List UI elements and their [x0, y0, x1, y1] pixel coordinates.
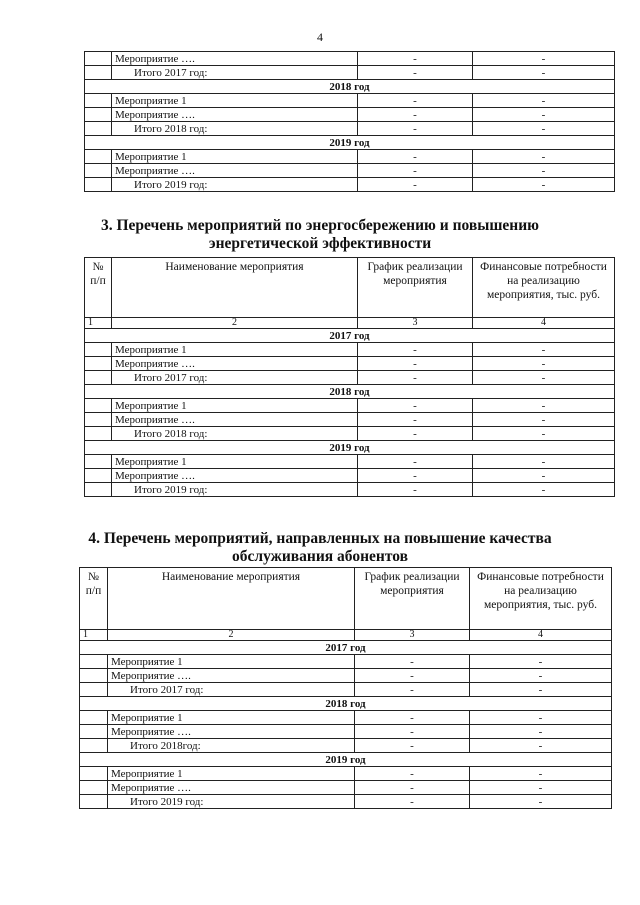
schedule-cell: - — [355, 725, 470, 739]
col-finance-header: Финансовые потребности на реализацию мероприятия, тыс. руб. — [473, 258, 615, 318]
year-label: 2018 год — [85, 80, 615, 94]
year-row — [85, 329, 615, 343]
col-index-3: 3 — [355, 630, 470, 641]
row-number-cell — [85, 108, 112, 122]
year-row — [85, 80, 615, 94]
col-index-1: 1 — [85, 318, 112, 329]
page-number: 4 — [317, 30, 323, 44]
finance-cell: - — [473, 413, 615, 427]
finance-cell: - — [473, 483, 615, 497]
total-label: Итого 2017 год: — [112, 66, 358, 80]
total-row — [85, 483, 615, 497]
table-row — [80, 781, 612, 795]
row-number-cell — [85, 357, 112, 371]
total-row — [85, 427, 615, 441]
activity-name: Мероприятие 1 — [108, 655, 355, 669]
finance-cell: - — [473, 178, 615, 192]
row-number-cell — [80, 711, 108, 725]
schedule-cell: - — [355, 795, 470, 809]
activity-name: Мероприятие 1 — [112, 399, 358, 413]
schedule-cell: - — [355, 739, 470, 753]
year-label: 2019 год — [85, 136, 615, 150]
row-number-cell — [80, 795, 108, 809]
col-name-header: Наименование мероприятия — [108, 568, 355, 630]
activity-name: Мероприятие …. — [108, 669, 355, 683]
year-label: 2017 год — [80, 641, 612, 655]
table-row — [80, 711, 612, 725]
total-row — [85, 122, 615, 136]
schedule-cell: - — [358, 483, 473, 497]
row-number-cell — [85, 52, 112, 66]
schedule-cell: - — [355, 683, 470, 697]
table-row — [80, 669, 612, 683]
activity-name: Мероприятие …. — [112, 469, 358, 483]
schedule-cell: - — [358, 371, 473, 385]
year-row — [85, 385, 615, 399]
table-row — [85, 343, 615, 357]
finance-cell: - — [470, 725, 612, 739]
table-row — [85, 455, 615, 469]
schedule-cell: - — [358, 150, 473, 164]
total-row — [85, 178, 615, 192]
section-3-table — [84, 257, 615, 497]
finance-cell: - — [473, 108, 615, 122]
row-number-cell — [85, 399, 112, 413]
total-label: Итого 2018 год: — [112, 122, 358, 136]
table-row — [80, 767, 612, 781]
finance-cell: - — [470, 669, 612, 683]
row-number-cell — [85, 164, 112, 178]
activity-name: Мероприятие …. — [108, 725, 355, 739]
table-row — [85, 469, 615, 483]
year-row — [80, 641, 612, 655]
schedule-cell: - — [358, 52, 473, 66]
finance-cell: - — [473, 455, 615, 469]
section-4-table — [79, 567, 612, 809]
finance-cell: - — [470, 711, 612, 725]
col-num-header: № п/п — [85, 258, 112, 318]
col-index-4: 4 — [473, 318, 615, 329]
finance-cell: - — [473, 122, 615, 136]
row-number-cell — [80, 739, 108, 753]
schedule-cell: - — [358, 427, 473, 441]
activity-name: Мероприятие 1 — [112, 455, 358, 469]
row-number-cell — [80, 725, 108, 739]
finance-cell: - — [470, 739, 612, 753]
finance-cell: - — [473, 164, 615, 178]
schedule-cell: - — [355, 711, 470, 725]
section-3-title — [0, 217, 640, 253]
schedule-cell: - — [358, 413, 473, 427]
col-index-4: 4 — [470, 630, 612, 641]
year-row — [80, 753, 612, 767]
continuation-table — [84, 51, 615, 192]
schedule-cell: - — [358, 469, 473, 483]
row-number-cell — [80, 767, 108, 781]
total-label: Итого 2018год: — [108, 739, 355, 753]
schedule-cell: - — [358, 66, 473, 80]
schedule-cell: - — [358, 122, 473, 136]
activity-name: Мероприятие 1 — [112, 94, 358, 108]
col-index-1: 1 — [80, 630, 108, 641]
row-number-cell — [85, 343, 112, 357]
row-number-cell — [80, 669, 108, 683]
table-row — [85, 357, 615, 371]
finance-cell: - — [473, 343, 615, 357]
finance-cell: - — [470, 655, 612, 669]
schedule-cell: - — [355, 655, 470, 669]
finance-cell: - — [473, 52, 615, 66]
schedule-cell: - — [355, 781, 470, 795]
year-label: 2019 год — [85, 441, 615, 455]
finance-cell: - — [470, 767, 612, 781]
year-label: 2017 год — [85, 329, 615, 343]
total-label: Итого 2017 год: — [108, 683, 355, 697]
col-index-3: 3 — [358, 318, 473, 329]
year-label: 2019 год — [80, 753, 612, 767]
table-row — [85, 52, 615, 66]
row-number-cell — [85, 178, 112, 192]
total-label: Итого 2019 год: — [112, 178, 358, 192]
finance-cell: - — [473, 94, 615, 108]
table-row — [85, 150, 615, 164]
schedule-cell: - — [358, 164, 473, 178]
schedule-cell: - — [358, 399, 473, 413]
section-4-title-line2: обслуживания абонентов — [232, 548, 408, 565]
total-label: Итого 2019 год: — [112, 483, 358, 497]
year-row — [85, 441, 615, 455]
row-number-cell — [85, 455, 112, 469]
col-index-2: 2 — [112, 318, 358, 329]
table-row — [85, 413, 615, 427]
finance-cell: - — [473, 469, 615, 483]
schedule-cell: - — [358, 343, 473, 357]
table-row — [85, 164, 615, 178]
col-name-header: Наименование мероприятия — [112, 258, 358, 318]
row-number-cell — [85, 150, 112, 164]
activity-name: Мероприятие 1 — [108, 711, 355, 725]
total-row — [80, 795, 612, 809]
row-number-cell — [80, 781, 108, 795]
total-label: Итого 2017 год: — [112, 371, 358, 385]
total-label: Итого 2019 год: — [108, 795, 355, 809]
finance-cell: - — [470, 683, 612, 697]
col-schedule-header: График реализации мероприятия — [358, 258, 473, 318]
table-row — [85, 94, 615, 108]
section-4-title — [0, 530, 640, 566]
activity-name: Мероприятие …. — [112, 52, 358, 66]
row-number-cell — [85, 66, 112, 80]
row-number-cell — [85, 94, 112, 108]
schedule-cell: - — [358, 178, 473, 192]
schedule-cell: - — [358, 455, 473, 469]
year-label: 2018 год — [80, 697, 612, 711]
finance-cell: - — [473, 150, 615, 164]
section-3-title-line1: 3. Перечень мероприятий по энергосбережению и повышению — [100, 217, 540, 234]
col-finance-header: Финансовые потребности на реализацию мероприятия, тыс. руб. — [470, 568, 612, 630]
activity-name: Мероприятие 1 — [112, 343, 358, 357]
finance-cell: - — [470, 795, 612, 809]
col-index-2: 2 — [108, 630, 355, 641]
activity-name: Мероприятие …. — [112, 108, 358, 122]
year-label: 2018 год — [85, 385, 615, 399]
row-number-cell — [85, 427, 112, 441]
row-number-cell — [80, 655, 108, 669]
table-row — [80, 655, 612, 669]
table-row — [80, 725, 612, 739]
activity-name: Мероприятие …. — [112, 164, 358, 178]
finance-cell: - — [473, 357, 615, 371]
schedule-cell: - — [355, 669, 470, 683]
row-number-cell — [85, 371, 112, 385]
total-row — [80, 739, 612, 753]
activity-name: Мероприятие …. — [112, 413, 358, 427]
finance-cell: - — [473, 66, 615, 80]
activity-name: Мероприятие 1 — [108, 767, 355, 781]
row-number-cell — [85, 469, 112, 483]
section-4-title-line1: 4. Перечень мероприятий, направленных на повышение качества — [88, 530, 552, 547]
section-3-title-line2: энергетической эффективности — [208, 235, 432, 252]
activity-name: Мероприятие …. — [108, 781, 355, 795]
table-row — [85, 108, 615, 122]
activity-name: Мероприятие 1 — [112, 150, 358, 164]
activity-name: Мероприятие …. — [112, 357, 358, 371]
schedule-cell: - — [358, 108, 473, 122]
table-row — [85, 399, 615, 413]
col-schedule-header: График реализации мероприятия — [355, 568, 470, 630]
row-number-cell — [85, 483, 112, 497]
year-row — [85, 136, 615, 150]
row-number-cell — [85, 413, 112, 427]
total-row — [80, 683, 612, 697]
finance-cell: - — [470, 781, 612, 795]
total-row — [85, 371, 615, 385]
finance-cell: - — [473, 427, 615, 441]
row-number-cell — [80, 683, 108, 697]
finance-cell: - — [473, 371, 615, 385]
row-number-cell — [85, 122, 112, 136]
schedule-cell: - — [358, 94, 473, 108]
year-row — [80, 697, 612, 711]
schedule-cell: - — [358, 357, 473, 371]
col-num-header: № п/п — [80, 568, 108, 630]
total-label: Итого 2018 год: — [112, 427, 358, 441]
schedule-cell: - — [355, 767, 470, 781]
total-row — [85, 66, 615, 80]
finance-cell: - — [473, 399, 615, 413]
